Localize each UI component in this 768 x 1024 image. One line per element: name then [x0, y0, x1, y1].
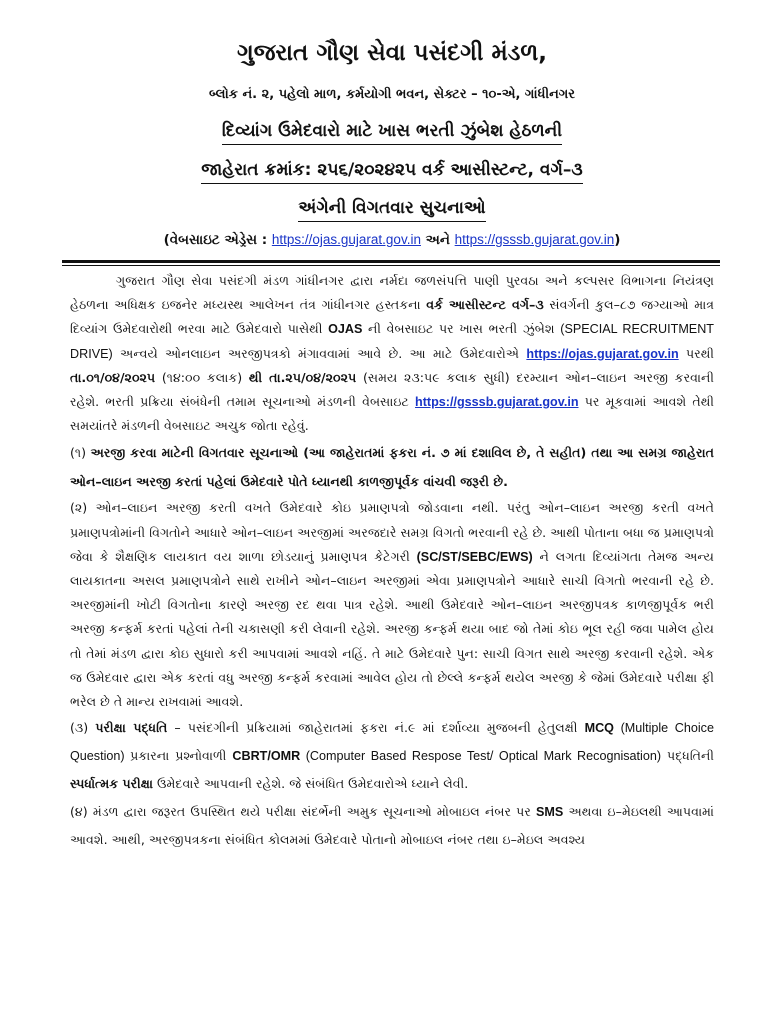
ojas-link[interactable]: https://ojas.gujarat.gov.in	[526, 346, 679, 361]
intro-text-6: (સમય ૨૩:૫૯ કલાક સુધી) દરમ્યાન ઓન–લાઇન અરજી કરવાની રહેશે. ભરતી પ્રક્રિયા સંબંધેની તમામ સૂચનાઓ મંડળની વેબસાઇટ	[70, 369, 714, 410]
exam-method-label: પરીક્ષા પદ્ધતિ	[95, 720, 168, 736]
start-date: તા.૦૧/૦૪/૨૦૨૫	[70, 369, 156, 385]
paragraph-2-number: (૨)	[70, 500, 96, 516]
website-label: (વેબસાઇટ એડ્રેસ :	[163, 232, 272, 248]
paragraph-4-number: (૪)	[70, 804, 93, 820]
paragraph-3-text-5: પદ્ધતિની	[661, 748, 714, 764]
notice-title-line-2: જાહેરાત ક્રમાંક: ૨૫૬/૨૦૨૪૨૫ વર્ક આસીસ્ટન્ટ, વર્ગ–૩	[201, 157, 583, 184]
competitive-exam-label: સ્પર્ધાત્મક પરીક્ષા	[70, 776, 153, 792]
paragraph-3-text-3: પ્રકારના પ્રશ્નોવાળી	[130, 748, 233, 764]
paragraph-1	[70, 438, 714, 496]
notice-title-line-1: દિવ્યાંગ ઉમેદવારો માટે ખાસ ભરતી ઝુંબેશ હેઠળની	[222, 118, 562, 145]
gsssb-link[interactable]: https://gsssb.gujarat.gov.in	[415, 395, 579, 410]
notice-title-line-3: અંગેની વિગતવાર સુચનાઓ	[298, 195, 485, 222]
sms-label: SMS	[536, 805, 564, 820]
paragraph-4-text-1: મંડળ દ્વારા જરૂરત ઉપસ્થિત થયે પરીક્ષા સંદર્ભેની અમુક સૂચનાઓ મોબાઇલ નંબર પર	[92, 804, 537, 820]
cbrt-omr-expansion: (Computer Based Respose Test/ Optical Mark Recognisation)	[300, 749, 662, 764]
intro-paragraph	[70, 269, 714, 438]
mcq-expansion: (Multiple Choice Question)	[70, 721, 714, 764]
intro-text-1: ગુજરાત ગૌણ સેવા પસંદગી મંડળ ગાંધીનગર દ્વારા નર્મદા જળસંપત્તિ પાણી પુરવઠા અને કલ્પસર વિભાગના નિયંત્રણ હેઠળના અધિક્ષક ઇજનેર મધ્યસ્થ આલેખન તંત્ર ગાંધીનગર હસ્તકના	[70, 273, 714, 313]
paragraph-1-number: (૧)	[70, 445, 91, 461]
website-and: અને	[420, 232, 455, 248]
paragraph-3	[70, 714, 714, 798]
paragraph-2-text-1: ઓન–લાઇન અરજી કરતી વખતે ઉમેદવારે કોઇ પ્રમાણપત્રો જોડવાના નથી. પરંતુ ઓન–લાઇન અરજી કરતી વખતે પ્રમાણપત્રોમાંની વિગતોને આધારે ઓન–લાઇન અરજીમાં અરજદારે સમગ્ર વિગતો ભરવાની રહે છે. આથી પોતાના બધા જ પ્રમાણપત્રો જેવા કે શૈક્ષણિક લાયકાત વય શાળા છોડયાનું પ્રમાણપત્ર કેટેગરી	[70, 500, 714, 564]
category-list: (SC/ST/SEBC/EWS)	[416, 549, 533, 564]
paragraph-4	[70, 798, 714, 854]
ojas-website-link[interactable]: https://ojas.gujarat.gov.in	[271, 232, 421, 247]
post-name: વર્ક આસીસ્ટન્ટ વર્ગ–૩	[426, 297, 544, 313]
special-drive-label: (SPECIAL RECRUITMENT DRIVE)	[70, 322, 714, 361]
start-time: (૧૪:૦૦ કલાક)	[155, 369, 249, 385]
paragraph-3-number: (૩)	[70, 720, 96, 736]
cbrt-omr-label: CBRT/OMR	[232, 749, 301, 764]
paragraph-2-text-2: ને લગતા દિવ્યાંગતા તેમજ અન્ય લાયકાતના અસલ પ્રમાણપત્રોને સાથે રાખીને ઓન–લાઇન અરજીમાં એવા પ્રમાણપત્રોને આધારે સાચી વિગતો ભરવાની રહે છે. અરજીમાંની ખોટી વિગતોના કારણે અરજી રદ થવા પાત્ર રહેશે. આથી ઉમેદવારે ઓન–લાઇન અરજીપત્રક કાળજીપૂર્વક ભરી અરજી કન્ફર્મ કરતાં પહેલાં તેની ચકાસણી કરી લેવાની રહેશે. અરજી કન્ફર્મ થયા બાદ જો તેમાં કોઇ ભૂલ રહી જવા પામેલ હોય તો તેમાં મંડળ દ્વારા કોઇ સુધારો કરી આપવામાં આવશે નહિં. તે માટે ઉમેદવારે પુન: સાચી વિગત સાથે અરજી કરવાની રહેશે. એક જ ઉમેદવાર દ્વારા એક કરતાં વધુ અરજી કન્ફર્મ કરવામાં આવેલ હોય તો છેલ્લે કન્ફર્મ થયેલ અરજી કે જેમાં ઉમેદવારે પરીક્ષા ફી ભરેલ છે તે માન્ય રાખવામાં આવશે.	[70, 548, 714, 710]
end-date: થી તા.૨૫/૦૪/૨૦૨૫	[248, 369, 357, 385]
paragraph-3-text-6: ઉમેદવારે આપવાની રહેશે. જે સંબંધિત ઉમેદવારોએ ધ્યાને લેવી.	[153, 776, 469, 792]
intro-text-3c: અન્વયે ઓનલાઇન અરજીપત્રકો મંગાવવામાં આવે છે. આ માટે ઉમેદવારોએ	[112, 345, 527, 361]
organization-address: બ્લોક નં. ૨, પહેલો માળ, કર્મયોગી ભવન, સેક્ટર – ૧૦-એ, ગાંધીનગર	[208, 87, 576, 102]
ojas-label: OJAS	[328, 322, 363, 337]
paragraph-2	[70, 496, 714, 714]
header-divider	[62, 260, 720, 266]
mcq-label: MCQ	[584, 721, 614, 736]
website-address-line	[70, 230, 714, 250]
intro-text-2: સંવર્ગની કુલ–૮૭ જગ્યાઓ માત્ર દિવ્યાંગ ઉમેદવારોથી ભરવા માટે ઉમેદવારો પાસેથી	[70, 297, 714, 337]
organization-title: ગુજરાત ગૌણ સેવા પસંદગી મંડળ,	[236, 40, 548, 66]
notice-body	[70, 269, 714, 854]
website-close: )	[614, 232, 621, 248]
intro-text-7: પર મૂકવામાં આવશે તેથી સમયાંતરે મંડળની વેબસાઇટ અચુક જોતા રહેવું.	[70, 394, 715, 434]
paragraph-4-text-2: અથવા ઇ–મેઇલથી આપવામાં આવશે. આથી, અરજીપત્રકના સંબંધિત કોલમમાં ઉમેદવારે પોતાનો મોબાઇલ નંબર તથા ઇ–મેઇલ અવશ્ય	[70, 804, 715, 848]
paragraph-1-text: અરજી કરવા માટેની વિગતવાર સૂચનાઓ (આ જાહેરાતમાં ફકરા નં. ૭ માં દશાવિલ છે, તે સહીત) તથા આ સમગ્ર જાહેરાત ઓન–લાઇન અરજી કરતાં પહેલાં ઉમેદવારે પોતે ધ્યાનથી કાળજીપૂર્વક વાંચવી જરૂરી છે.	[70, 445, 714, 490]
intro-text-3: ની વેબસાઇટ પર ખાસ ભરતી ઝુંબેશ	[362, 321, 561, 337]
gsssb-website-link[interactable]: https://gsssb.gujarat.gov.in	[454, 232, 615, 247]
intro-text-4: પરથી	[678, 345, 714, 361]
document-header	[70, 0, 714, 250]
paragraph-3-text-1: – પસંદગીની પ્રક્રિયામાં જાહેરાતમાં ફકરા નં.૯ માં દર્શાવ્યા મુજબની હેતુલક્ષી	[167, 720, 585, 736]
